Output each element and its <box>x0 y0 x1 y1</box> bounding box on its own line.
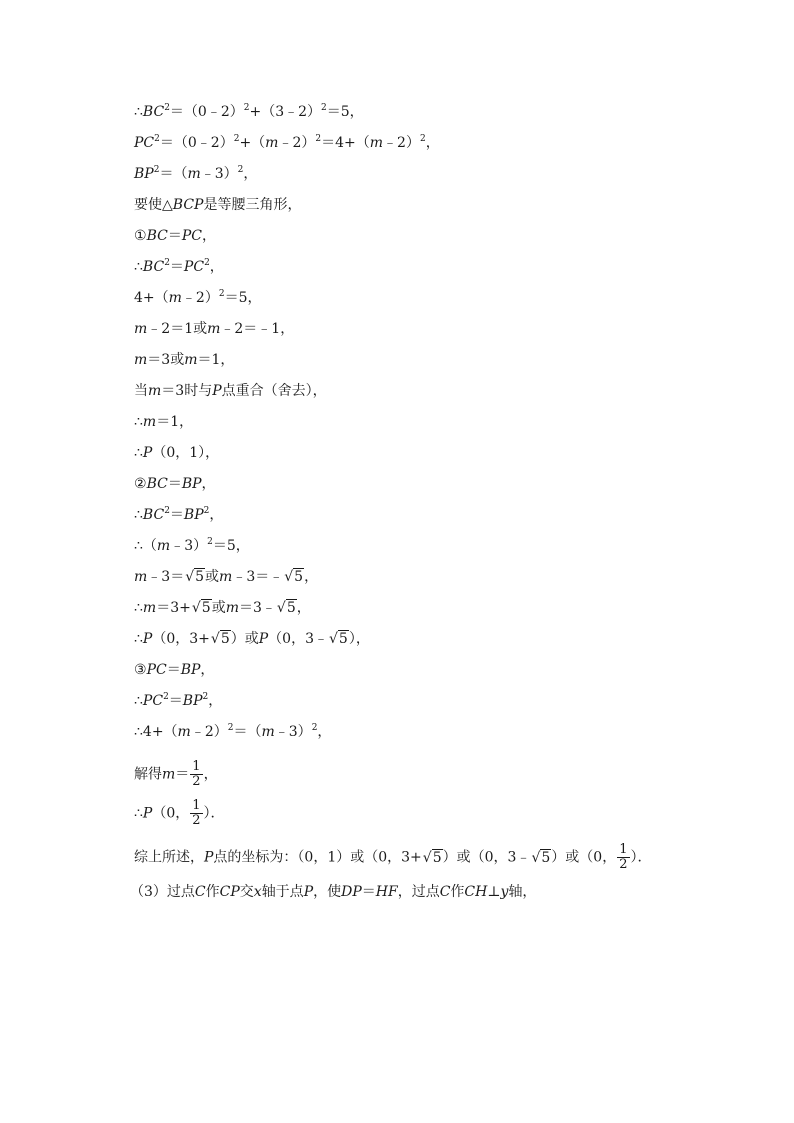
part-3-line: （3）过点C作CP交x轴于点P，使DP＝HF，过点C作CH⊥y轴， <box>130 884 537 900</box>
solution-line-17: ∴m＝3+√5或m＝3﹣√5， <box>134 600 311 616</box>
solution-line-3: $BP^2=(m﹣3)^2$， <box>134 165 258 182</box>
solution-line-10: 当m＝3时与P点重合（舍去）， <box>134 383 327 399</box>
solution-line-12: ∴P（0，1）， <box>134 445 220 461</box>
case-3-heading: ③PC＝BP， <box>134 662 215 678</box>
solution-line-22: 解得m＝ $\frac{1}{2}$ ， <box>134 759 218 789</box>
fraction-one-half: $\frac{1}{2}$ <box>619 842 628 872</box>
solution-line-20: $\therefore PC^2=BP^2$， <box>134 692 223 709</box>
solution-line-16: m﹣3＝√5或m﹣3＝﹣√5， <box>134 569 319 585</box>
solution-line-9: m＝3或m＝1， <box>134 352 235 368</box>
solution-line-8: m﹣2＝1或m﹣2＝﹣1， <box>134 321 295 337</box>
solution-line-21: ∴4+（m﹣2）$^2$＝（m﹣3）$^2$， <box>134 723 332 740</box>
case-1-heading: ①BC＝PC， <box>134 228 216 244</box>
solution-line-4: 要使△BCP是等腰三角形， <box>134 197 302 213</box>
solution-line-15: ∴（m﹣3）$^2$＝5， <box>134 537 250 554</box>
fraction-one-half: $\frac{1}{2}$ <box>192 798 201 828</box>
solution-line-11: ∴m＝1， <box>134 414 194 430</box>
case-2-heading: ②BC＝BP， <box>134 476 216 492</box>
solution-line-18: ∴P（0，3+√5）或P（0，3﹣√5）， <box>134 631 370 647</box>
summary-line: 综上所述，P点的坐标为：（0，1）或（0，3+√5）或（0，3﹣√5）或（0， $\frac{1}{2}$ ）． <box>134 842 652 872</box>
solution-line-7: 4+（m﹣2）$^2$＝5， <box>134 289 262 306</box>
fraction-one-half: $\frac{1}{2}$ <box>192 759 201 789</box>
solution-line-14: $\therefore BC^2=BP^2$， <box>134 506 224 523</box>
solution-line-1: $\therefore BC^2=(0﹣2)^2+(3﹣2)^2=5$， <box>134 103 364 120</box>
solution-line-6: $\therefore BC^2=PC^2$， <box>134 258 224 275</box>
solution-line-23: ∴P（0， $\frac{1}{2}$ ）． <box>134 798 225 828</box>
solution-line-2: $PC^2=(0﹣2)^2+(m﹣2)^2=4+(m﹣2)^2$， <box>134 134 440 151</box>
